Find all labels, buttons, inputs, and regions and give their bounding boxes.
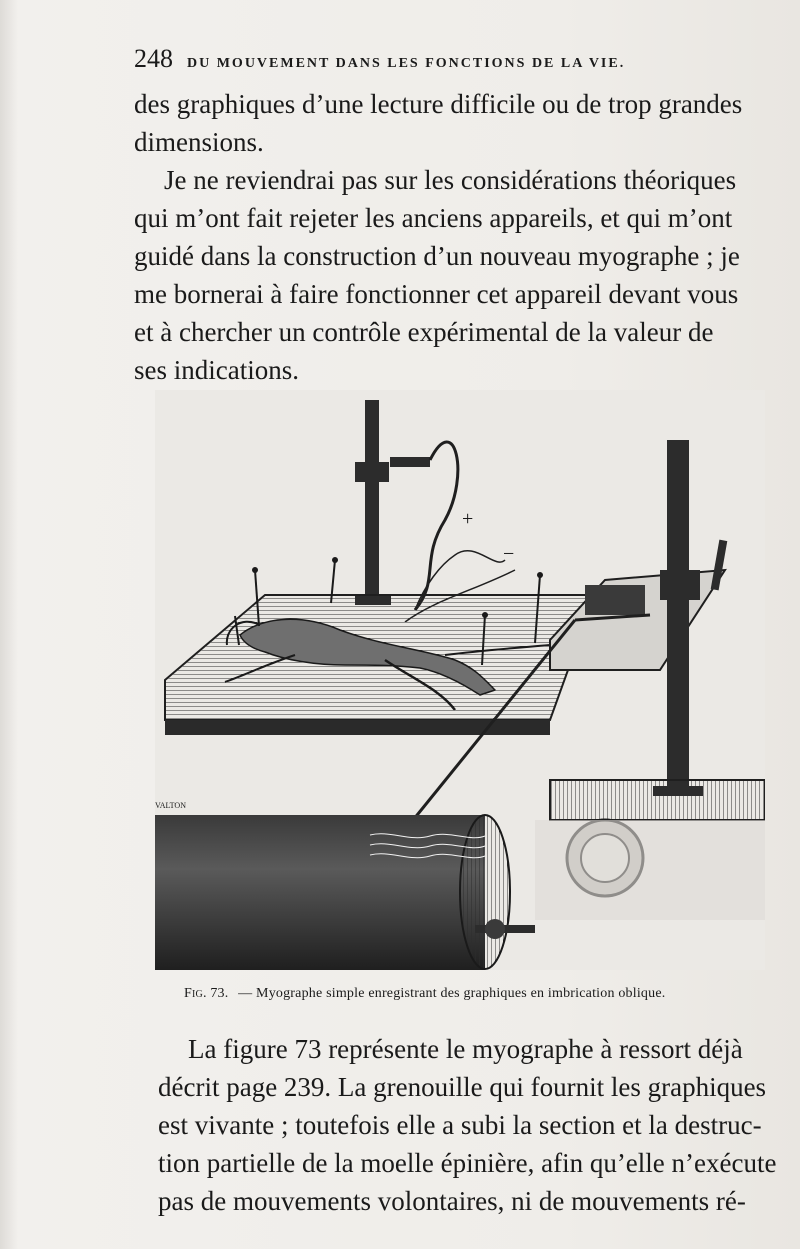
figure-label: Fig. 73. [184, 986, 229, 1001]
plus-terminal-label: + [462, 508, 474, 530]
text-line: pas de mouvements volontaires, ni de mouvements ré- [158, 1186, 746, 1216]
figure-caption [184, 986, 774, 1002]
text-line: dimensions. [134, 127, 264, 157]
text-line: Je ne reviendrai pas sur les considérations théoriques [164, 165, 737, 195]
text-line: guidé dans la construction d’un nouveau myographe ; je [134, 241, 740, 271]
page-number: 248 [134, 44, 173, 73]
running-head [134, 44, 625, 74]
text-line: ses indications. [134, 355, 299, 385]
body-text-top [134, 85, 754, 389]
figure-caption-text: — Myographe simple enregistrant des graphiques en imbrication oblique. [238, 986, 666, 1001]
running-title: DU MOUVEMENT DANS LES FONCTIONS DE LA VIE. [187, 56, 626, 71]
text-line: qui m’ont fait rejeter les anciens appareils, et qui m’ont [134, 203, 733, 233]
text-line: La figure 73 représente le myographe à ressort déjà [188, 1034, 743, 1064]
text-line: et à chercher un contrôle expérimental de la valeur de [134, 317, 714, 347]
text-line: des graphiques d’une lecture difficile ou de trop grandes [134, 89, 743, 119]
page-edge-shadow [0, 0, 18, 1249]
body-text-bottom [158, 1030, 778, 1220]
myograph-engraving [155, 390, 765, 970]
text-line: tion partielle de la moelle épinière, afin qu’elle n’exécute [158, 1148, 777, 1178]
text-line: décrit page 239. La grenouille qui fournit les graphiques [158, 1072, 767, 1102]
text-line: est vivante ; toutefois elle a subi la section et la destruc- [158, 1110, 762, 1140]
text-line: me bornerai à faire fonctionner cet appareil devant vous [134, 279, 739, 309]
minus-terminal-label: − [503, 543, 515, 565]
engraver-signature: VALTON [155, 801, 186, 810]
